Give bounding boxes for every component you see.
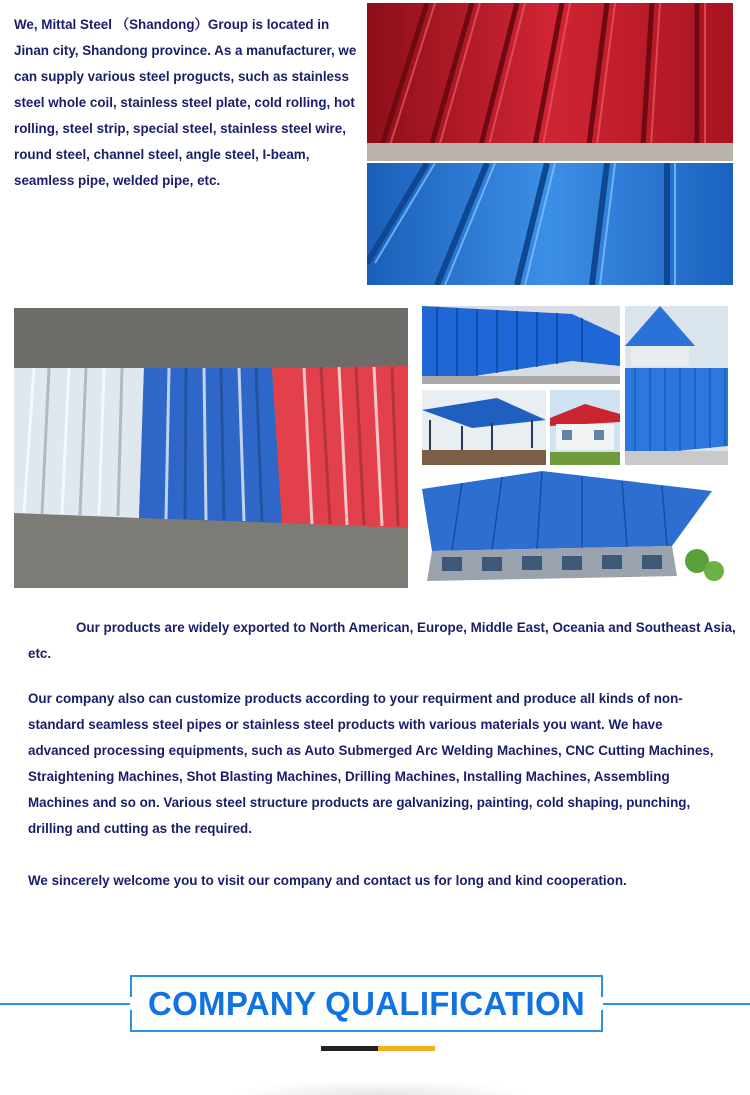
red-roof-sheet-photo (367, 3, 733, 161)
blue-roof-sheet-photo (367, 163, 733, 285)
section-heading: COMPANY QUALIFICATION (147, 984, 586, 1022)
blue-roof-building-photo (422, 471, 728, 589)
prefab-house-photo (550, 390, 620, 465)
customize-paragraph: Our company also can customize products according to your requirment and produce all kinds of non-standard seamless steel pipes or stainless steel products with various materials you want. We have advanced processing equipments, such as Auto Submerged Arc Welding Machines, CNC Cutting Machines, Straightening Machines, Shot Blasting Machines, Drilling Machines, Installing Machines, Assembling Machines and so on. Various steel structure products are galvanizing, painting, cold shaping, punching, drilling and cutting as the required. (28, 691, 714, 836)
bottom-shadow (230, 1080, 530, 1095)
blue-fence-photo (422, 306, 620, 384)
heading-underline-gold (378, 1046, 435, 1051)
welcome-paragraph: We sincerely welcome you to visit our company and contact us for long and kind cooperation. (28, 873, 627, 888)
steel-shed-photo (422, 390, 546, 465)
heading-underline-dark (321, 1046, 378, 1051)
colored-sheets-photo (14, 308, 408, 588)
blue-roof-house-photo (625, 306, 728, 465)
intro-text: We, Mittal Steel （Shandong）Group is located in Jinan city, Shandong province. As a manufacturer, we can supply various steel progucts, such as stainless steel whole coil, stainless steel plate, cold rolling, hot rolling, steel strip, special steel, stainless steel wire, round steel, channel steel, angle steel, I-beam, seamless pipe, welded pipe, etc. (14, 17, 357, 188)
section-heading-box (130, 975, 603, 1032)
export-paragraph: Our products are widely exported to North American, Europe, Middle East, Oceania and Southeast Asia, etc. (28, 620, 736, 661)
